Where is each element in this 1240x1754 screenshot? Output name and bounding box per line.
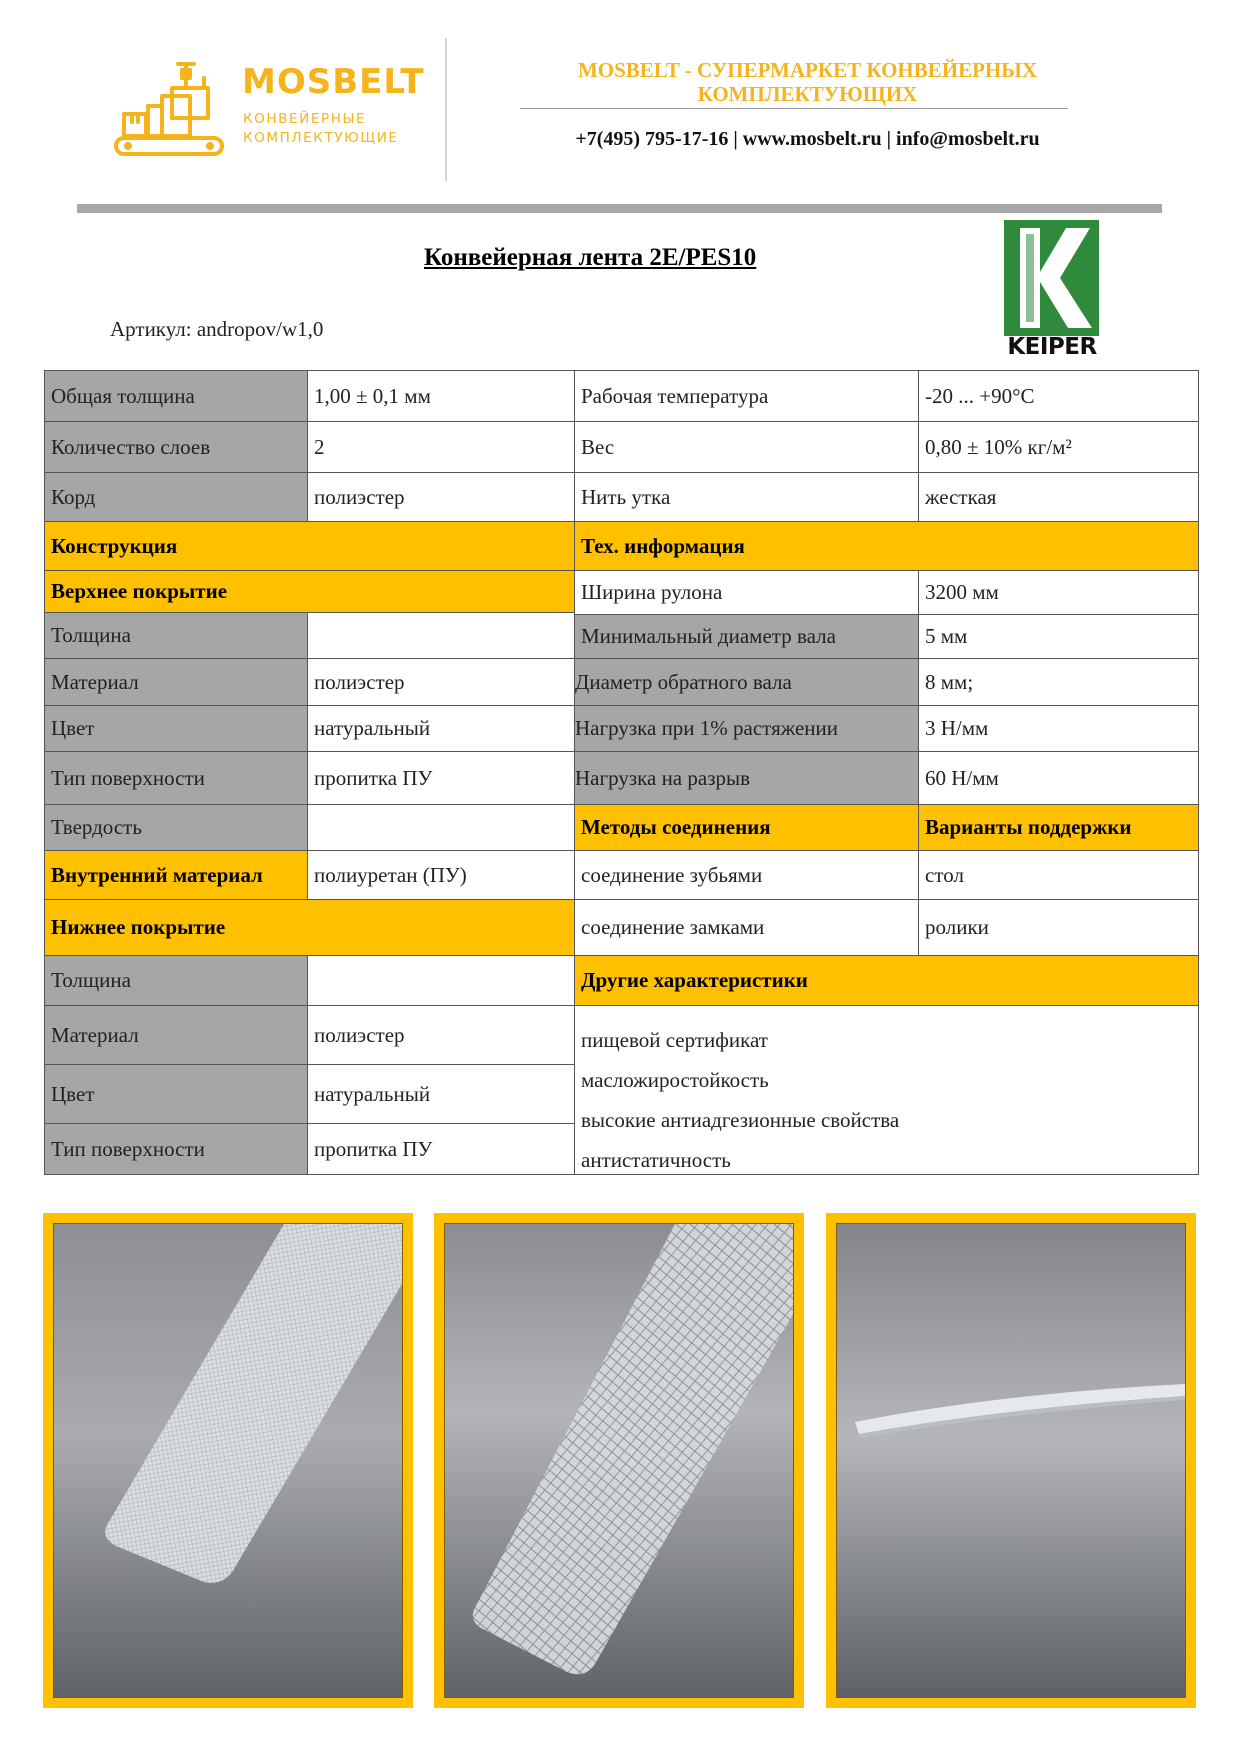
product-photo: [43, 1213, 413, 1708]
spec-label: Диаметр обратного вала: [574, 658, 919, 706]
other-header: Другие характеристики: [574, 955, 1199, 1006]
spec-value: 3 Н/мм: [918, 705, 1199, 752]
slogan-underline: [520, 108, 1068, 109]
spec-value: 1,00 ± 0,1 мм: [307, 370, 575, 422]
list-item: высокие антиадгезионные свойства: [581, 1108, 900, 1132]
brand-subtitle: КОНВЕЙЕРНЫЕ КОМПЛЕКТУЮЩИЕ: [243, 111, 399, 146]
inner-material-label: Внутренний материал: [44, 850, 308, 900]
spec-value: [307, 612, 575, 659]
spec-value: 3200 мм: [918, 570, 1199, 615]
spec-value: 5 мм: [918, 614, 1199, 659]
other-characteristics-list: [574, 1005, 1199, 1175]
spec-value: полиэстер: [307, 1005, 575, 1065]
brand-name: MOSBELT: [242, 62, 425, 102]
spec-value: [307, 804, 575, 851]
joining-item: соединение замками: [574, 899, 919, 956]
spec-table: [44, 370, 1199, 1189]
spec-label: Вес: [574, 421, 919, 473]
spec-value: [307, 955, 575, 1006]
spec-label: Нагрузка на разрыв: [574, 751, 919, 805]
spec-label: Тип поверхности: [44, 1123, 308, 1175]
spec-label: Нить утка: [574, 472, 919, 522]
joining-header: Методы соединения: [574, 804, 919, 851]
product-photo: [434, 1213, 804, 1708]
product-photo: [826, 1213, 1196, 1708]
spec-label: Толщина: [44, 955, 308, 1006]
slogan: MOSBELT - СУПЕРМАРКЕТ КОНВЕЙЕРНЫХ КОМПЛЕКТУЮЩИХ: [577, 58, 1038, 106]
keiper-k-icon: [1004, 220, 1099, 336]
spec-value: 8 мм;: [918, 658, 1199, 706]
list-item: масложиростойкость: [581, 1068, 769, 1092]
spec-value: -20 ... +90°C: [918, 370, 1199, 422]
spec-label: Цвет: [44, 705, 308, 752]
inner-material-value: полиуретан (ПУ): [307, 850, 575, 900]
keiper-wordmark: KEIPER: [1007, 334, 1097, 360]
bottom-cover-header: Нижнее покрытие: [44, 899, 575, 956]
spec-value: полиэстер: [307, 472, 575, 522]
article-number: Артикул: andropov/w1,0: [110, 317, 324, 341]
joining-item: соединение зубьями: [574, 850, 919, 900]
spec-value: натуральный: [307, 705, 575, 752]
spec-label: Твердость: [44, 804, 308, 851]
spec-value: 60 Н/мм: [918, 751, 1199, 805]
header-divider: [445, 38, 447, 181]
spec-label: Тип поверхности: [44, 751, 308, 805]
spec-value: жесткая: [918, 472, 1199, 522]
support-header: Варианты поддержки: [918, 804, 1199, 851]
spec-label: Корд: [44, 472, 308, 522]
spec-label: Ширина рулона: [574, 570, 919, 615]
conveyor-robot-icon: [112, 56, 232, 162]
spec-label: Количество слоев: [44, 421, 308, 473]
spec-label: Цвет: [44, 1064, 308, 1124]
spec-label: Материал: [44, 1005, 308, 1065]
contacts-line: +7(495) 795-17-16 | www.mosbelt.ru | info@mosbelt.ru: [575, 128, 1040, 150]
tech-header: Тех. информация: [574, 521, 1199, 571]
keiper-logo: [1002, 220, 1100, 366]
spec-label: Рабочая температура: [574, 370, 919, 422]
document-title: Конвейерная лента 2E/PES10: [424, 244, 757, 271]
list-item: пищевой сертификат: [581, 1028, 768, 1052]
spec-label: Общая толщина: [44, 370, 308, 422]
spec-label: Минимальный диаметр вала: [574, 614, 919, 659]
spec-value: 0,80 ± 10% кг/м²: [918, 421, 1199, 473]
spec-label: Материал: [44, 658, 308, 706]
spec-value: пропитка ПУ: [307, 751, 575, 805]
spec-label: Толщина: [44, 612, 308, 659]
support-item: ролики: [918, 899, 1199, 956]
spec-value: полиэстер: [307, 658, 575, 706]
support-item: стол: [918, 850, 1199, 900]
spec-label: Нагрузка при 1% растяжении: [574, 705, 919, 752]
list-item: антистатичность: [581, 1148, 731, 1172]
header-bar: [77, 204, 1162, 213]
mosbelt-logo: [112, 56, 425, 162]
spec-value: 2: [307, 421, 575, 473]
top-cover-header: Верхнее покрытие: [44, 570, 575, 613]
spec-value: натуральный: [307, 1064, 575, 1124]
construction-header: Конструкция: [44, 521, 575, 571]
spec-value: пропитка ПУ: [307, 1123, 575, 1175]
